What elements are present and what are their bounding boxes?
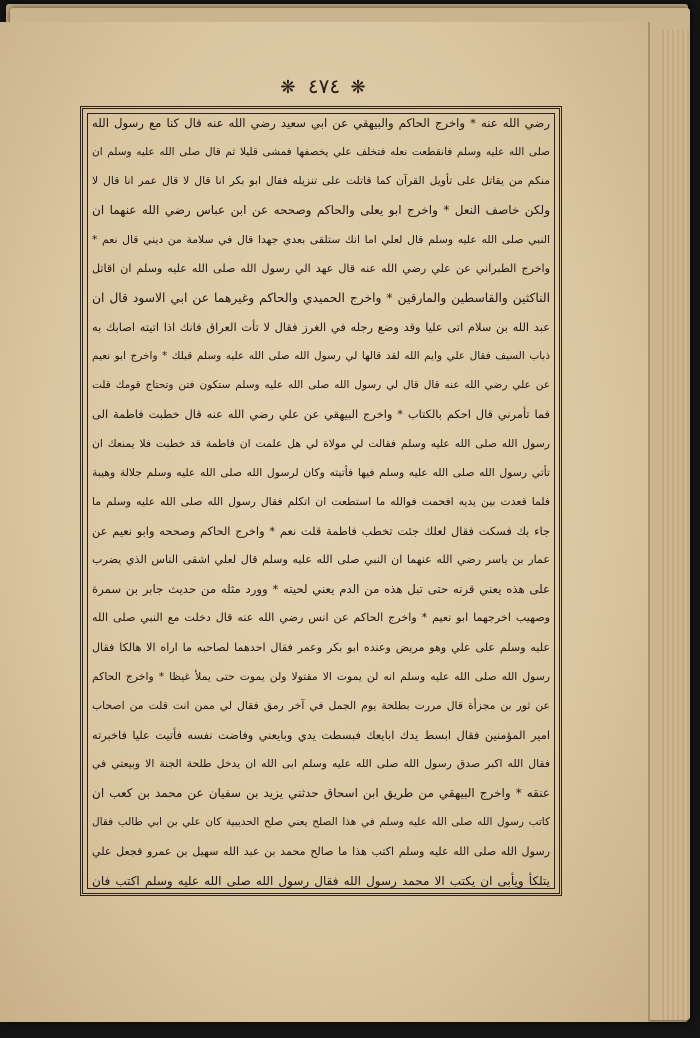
text-line: كاتب رسول الله صلى الله عليه وسلم في هذا الصلح يعني صلح الحديبية كان علي بن ابي طالب فقال	[92, 816, 550, 829]
page-header	[0, 74, 648, 98]
page-number: ٤٧٤	[307, 74, 341, 98]
text-line: جاء بك فسكت فقال لعلك جئت تخطب فاطمة قلت نعم * واخرج الحاكم وصححه وابو نعيم عن	[92, 523, 550, 538]
text-line: رضي الله عنه * واخرج الحاكم والبيهقي عن ابي سعيد رضي الله عنه قال كنا مع رسول الله	[92, 116, 550, 130]
text-line: النبي صلى الله عليه وسلم قال لعلي اما انك ستلقى بعدي جهدا قال في سلامة من ديني قال نعم *	[92, 232, 550, 246]
text-line: رسول الله صلى الله عليه وسلم اكتب هذا ما صالح محمد بن عبد الله سهيل بن عمرو فجعل علي	[92, 844, 550, 858]
text-line: فلما قعدت بين يديه افحمت فوالله ما استطعت ان اتكلم فقال رسول الله صلى الله عليه وسلم ما	[92, 494, 550, 508]
text-line: على هذه يعني قرنه حتى تبل هذه من الدم يعني لحيته * وورد مثله من حديث جابر بن سمرة	[92, 582, 550, 597]
text-line: ولكن خاصف النعل * واخرج ابو يعلى والحاكم وصححه عن ابن عباس رضي الله عنهما ان	[92, 203, 550, 218]
text-line: يتلكأ ويأبى ان يكتب الا محمد رسول الله فقال رسول الله صلى الله عليه وسلم اكتب فان	[92, 873, 550, 888]
text-line: فما تأمرني قال احكم بالكتاب * واخرج البيهقي عن علي رضي الله عنه قال خطبت فاطمة الى	[92, 407, 550, 422]
text-line: عمار بن ياسر رضي الله عنهما ان النبي صلى الله عليه وسلم قال لعلي اشقى الناس الذي يضرب	[92, 553, 550, 567]
text-line: عن ثور بن مجزأة قال مررت بطلحة يوم الجمل في آخر رمق فقال لي ممن انت قلت من اصحاب	[92, 698, 550, 712]
text-line: تأتي رسول الله صلى الله عليه وسلم فيها فأتيته وكان لرسول الله صلى الله عليه وسلم جلالة وهيبة	[92, 465, 550, 479]
text-line: واخرج الطبراني عن علي رضي الله عنه قال عهد الي رسول الله صلى الله عليه وسلم ان اقاتل	[92, 261, 550, 275]
body-text	[92, 112, 550, 892]
text-line: عليه وسلم على علي وهو مريض وعنده ابو بكر وعمر فقال احدهما لصاحبه ما اراه الا هالكا فقال	[92, 640, 550, 654]
text-line: عنقه * واخرج البيهقي من طريق ابن اسحاق حدثني يزيد بن سفيان عن محمد بن كعب ان	[92, 786, 550, 801]
text-line: صلى الله عليه وسلم فانقطعت نعله فتخلف علي يخصفها فمشى قليلا ثم قال صلى الله عليه وسلم ان	[92, 146, 550, 159]
text-line: رسول الله صلى الله عليه وسلم انه لن يموت الا مقتولا ولن يموت حتى يملأ غيظا * واخرج الحاكم	[92, 669, 550, 683]
text-line: الناكثين والقاسطين والمارقين * واخرج الحميدي والحاكم وغيرهما عن ابي الاسود قال ان	[92, 290, 550, 305]
text-line: فقال الله اكبر صدق رسول الله صلى الله عليه وسلم ابى الله ان يدخل طلحة الجنة الا وبيعتي في	[92, 757, 550, 771]
text-line: رسول الله صلى الله عليه وسلم فقالت لي مولاة لي هل علمت ان فاطمة قد خطبت فلا يمنعك ان	[92, 436, 550, 450]
page-edges	[660, 30, 690, 1020]
text-line: منكم من يقاتل على تأويل القرآن كما قاتلت على تنزيله فقال ابو بكر انا قال لا قال عمر انا قال لا	[92, 174, 550, 188]
ornament-icon: ❋	[280, 77, 298, 98]
ornament-icon: ❋	[350, 77, 368, 98]
text-line: امير المؤمنين فقال ابسط يدك ابايعك فبسطت يدي وبايعني وفاضت نفسه فأتيت عليا فاخبرته	[92, 727, 550, 742]
text-line: عبد الله بن سلام اتى عليا وقد وضع رجله في الغرز فقال لا تأت العراق فانك اذا اتيته اصابك به	[92, 319, 550, 334]
text-line: وصهيب اخرجهما ابو نعيم * واخرج الحاكم عن انس رضي الله عنه قال دخلت مع النبي صلى الله	[92, 611, 550, 625]
text-line: ذباب السيف فقال علي وايم الله لقد قالها لي رسول الله صلى الله عليه وسلم قبلك * واخرج ابو نعيم	[92, 350, 550, 363]
text-line: عن علي رضي الله عنه قال قال لي رسول الله صلى الله عليه وسلم ستكون فتن وتحتاج قومك قلت	[92, 379, 550, 392]
